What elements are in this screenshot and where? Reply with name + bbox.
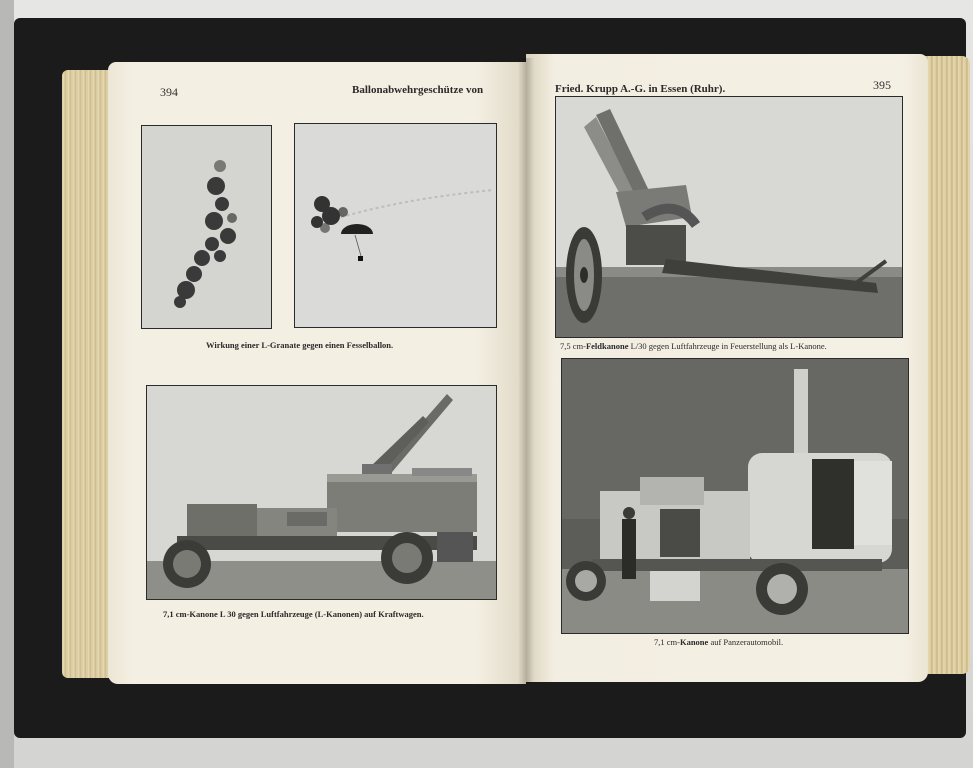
left-bottom-caption: 7,1 cm-Kanone L 30 gegen Luftfahrzeuge (L-Kanonen) auf Kraftwagen. [163, 609, 424, 619]
photo-shell-burst [141, 125, 272, 329]
right-bottom-caption-prefix: 7,1 cm- [654, 637, 680, 647]
right-bottom-caption [654, 637, 783, 647]
scanner-edge [0, 0, 14, 768]
page-edges-left [62, 70, 114, 678]
photo-balloon-hit [294, 123, 497, 328]
right-bottom-caption-emph: Kanone [679, 637, 709, 647]
photo-gun-truck [146, 385, 497, 600]
right-running-header: Fried. Krupp A.-G. in Essen (Ruhr). [555, 83, 726, 95]
right-page-number: 395 [873, 78, 891, 92]
right-top-caption-prefix: 7,5 cm- [560, 341, 586, 351]
book-gutter [518, 58, 534, 684]
left-running-header: Ballonabwehrgeschütze von [352, 84, 484, 96]
left-page-number: 394 [160, 85, 178, 99]
left-top-caption: Wirkung einer L-Granate gegen einen Fesselballon. [206, 340, 394, 350]
right-bottom-caption-rest: auf Panzerautomobil. [708, 637, 784, 647]
photo-field-gun [555, 96, 903, 338]
photo-armored-car [561, 358, 909, 634]
right-top-caption [560, 341, 827, 351]
right-top-caption-rest: L/30 gegen Luftfahrzeuge in Feuerstellung als L-Kanone. [628, 341, 827, 351]
right-top-caption-emph: Feldkanone [585, 341, 629, 351]
